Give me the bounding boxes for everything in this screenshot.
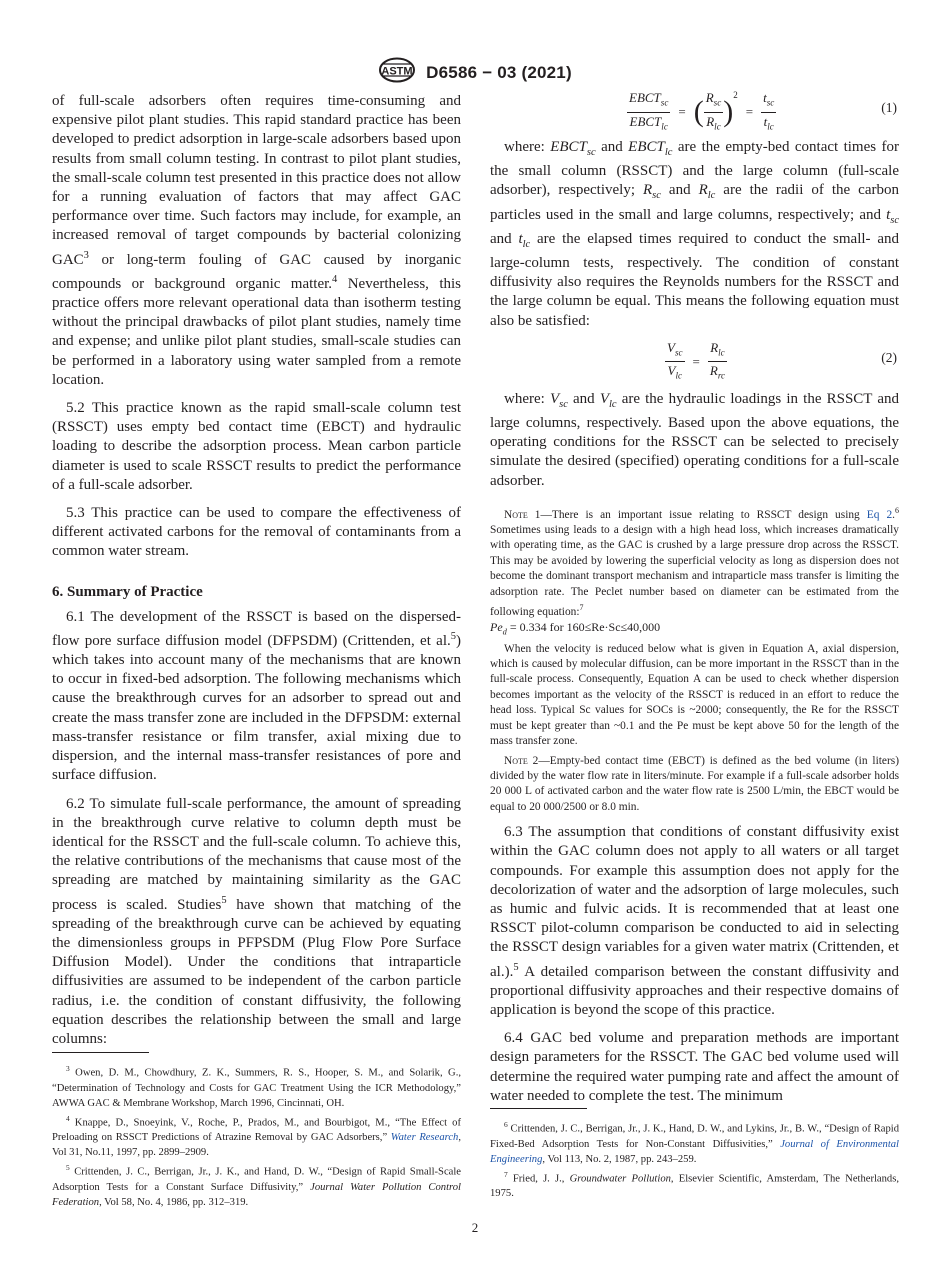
footnote-6: $^6$ Crittenden, J. C., Berrigan, Jr., J. K., Hand, D. W., and Lykins, Jr., B. W., “Design of Rapid Fixed-Bed Adsorption Tests for Non-Constant Diffusivities,” Journal of Environmental Engineering, Vol 113, No. 2, 1987, pp. 243–259. (490, 1120, 900, 1165)
footnote-5: $^5$ Crittenden, J. C., Berrigan, Jr., J. K., and Hand, D. W., “Design of Rapid Small-Scale Adsorption Tests for a Constant Surface Diffusivity,” Journal Water Pollution Control Federation, Vol 58, No. 4, 1986, pp. 312–319. (52, 1163, 461, 1208)
note-1: Note 1—There is an important issue relating to RSSCT design using Eq 2.$^6$ Sometimes using leads to a design with a high head loss, which increases dramatically with operating time, as the GAC is crushed by a large pressure drop across the RSSCT. This may be avoided by lowering the superficial velocity as long as dispersion does not become the dominant transport mechanism and intraparticle mass transfer is limiting the adsorption rate. The Peclet number based on diameter can be estimated from the following equation:$^7$ (490, 505, 899, 618)
astm-logo-icon (378, 57, 416, 88)
paragraph-5-3: 5.3 This practice can be used to compare the effectiveness of different activated carbons for the removal of contaminants from a common water stream. (52, 505, 461, 560)
footnote-3: $^3$ Owen, D. M., Chowdhury, Z. K., Summers, R. S., Hooper, S. M., and Solarik, G., “Determination of Technology and Costs for GAC Treatment Using the ICR Methodology,” AWWA GAC & Membrane Workshop, March 1996, Cincinnati, OH. (52, 1064, 461, 1109)
section-heading-6: 6. Summary of Practice (52, 583, 203, 600)
paragraph-6-3: 6.3 The assumption that conditions of constant diffusivity exist within the GAC column does not apply to all waters or all target compounds. For example this assumption does not apply for the decolorization of water and the adsorption of large molecules, such as humic and fulvic acids. It is recommended that at least one RSSCT pilot-column comparison be conducted to aid in selecting the RSSCT design variables for a given water matrix (Crittenden, et al.).$^5$ A detailed comparison between the constant diffusivity and proportional diffusivity approaches and their respective domains of application is beyond the scope of this practice. (490, 824, 899, 1018)
peclet-equation: $Pe_d = 0.334$ for 160≤Re·Sc≤40,000 (490, 620, 661, 637)
paragraph-6-2: 6.2 To simulate full-scale performance, the amount of spreading in the breakthrough curve relative to column depth must be identical for the RSSCT and the full-scale column. To achieve this, the relative contributions of the mechanisms that cause most of the spreading are matched by maintaining similarity as the GAC process is scaled. Studies$^5$ have shown that matching of the spreading of the breakthrough curve can be achieved by equating the dimensionless groups in PFPSDM (Plug Flow Pore Surface Diffusion Model). Under the conditions that intraparticle diffusivities are assumed to be independent of the carbon particle radius, i.e. the condition of constant diffusivity, the following equation describes the relationship between the small and large columns: (52, 795, 462, 1047)
page-header (0, 57, 950, 88)
svg-text:ASTM: ASTM (381, 65, 413, 78)
eq2-link[interactable]: Eq 2 (866, 508, 893, 521)
paragraph-intro: of full-scale adsorbers often requires time-consuming and expensive pilot plant studies. This rapid standard practice has been developed to predict adsorption in large-scale adsorbers based upon results from small column testing. In contrast to pilot plant studies, the small-scale column test presented in this practice does not allow for a running evaluation of factors that may affect GAC performance over time. Such factors may include, for example, an increased removal of target compounds by bacterial colonizing GAC$^3$ or long-term fouling of GAC caused by inorganic compounds or background organic matter.$^4$ Nevertheless, this practice offers more relevant operational data than isotherm testing without the principal drawbacks of pilot plant studies, namely time and expense; and unlike pilot plant studies, small-scale studies can be performed in a laboratory using water sampled from a remote location. (52, 93, 461, 388)
page-number: 2 (471, 1220, 479, 1235)
note-1-continued: When the velocity is reduced below what is given in Equation A, axial dispersion, which is caused by molecular diffusion, can be more important in the RSSCT than in the full-scale process. Consequently, Equation A can be used to check whether dispersion becomes important as the velocity of the RSSCT is reduced in an effort to reduce the head loss. Typical Sc values for SOCs is ~2000; consequently, the Re for the RSSCT must be kept greater than ~0.1 and the Pe must be kept above 50 for the length of the mass transfer zone. (490, 642, 899, 748)
paragraph-6-4: 6.4 GAC bed volume and preparation methods are important design parameters for the RSSCT. The GAC bed volume used will determine the required water pumping rate and affect the amount of water needed to complete the test. The minimum (490, 1030, 899, 1104)
paragraph-5-2: 5.2 This practice known as the rapid small-scale column test (RSSCT) uses empty bed contact time (EBCT) and hydraulic loading to describe the adsorption process. Mean carbon particle diameter is used to scale RSSCT results to predict the performance of a full-scale adsorber. (52, 400, 461, 493)
equation-1: $\frac{EBCT_{sc}}{EBCT_{lc}}$ = ( $\frac{R_{sc}}{R_{lc}}$ )$^2$ = $\frac{t_{sc}}{t_{lc}}$ (1) (629, 90, 897, 132)
note-2: Note 2—Empty-bed contact time (EBCT) is defined as the bed volume (in liters) divided by the water flow rate in liters/minute. For example if a full-scale adsorber holds 20 000 L of activated carbon and the water flow rate is 2500 L/min, the EBCT would be equal to 20 000/2500 or 8.0 min. (490, 754, 899, 813)
journal-link[interactable]: Journal of Environmental Engineering (490, 1138, 900, 1165)
footnote-7: $^7$ Fried, J. J., Groundwater Pollution, Elsevier Scientific, Amsterdam, The Netherlands, 1975. (490, 1169, 899, 1200)
left-footnotes (52, 1052, 461, 1210)
paragraph-6-1: 6.1 The development of the RSSCT is based on the dispersed-flow pore surface diffusion model (DFPSDM) (Crittenden, et al.$^5$) which takes into account many of the mechanisms that are known to occur in fixed-bed adsorption. The following mechanisms which cause the breakthrough curves for an adsorber to spread out and create the mass transfer zone are included in the DFPSDM: external mass-transfer resistance or film transfer, axial mixing due to dispersion, and the internal mass-transfer resistances of pore and surface diffusion. (52, 608, 461, 784)
footnote-4: $^4$ Knappe, D., Snoeyink, V., Roche, P., Prados, M., and Bourbigot, M., “The Effect of Preloading on RSSCT Predictions of Atrazine Removal by GAC Adsorbers,” Water Research, Vol 31, No.11, 1997, pp. 2899–2909. (52, 1113, 461, 1159)
right-footnotes (490, 1108, 899, 1201)
paragraph-where-2: where: $V_{sc}$ and $V_{lc}$ are the hydraulic loadings in the RSSCT and large columns, respectively. Based upon the above equations, the operating conditions for the RSSCT can be selected to precisely simulate the desired (specified) operating conditions for a full-scale adsorber. (490, 390, 899, 489)
left-column (52, 92, 461, 1058)
equation-2: $\frac{V_{sc}}{V_{lc}}$ = $\frac{R_{lc}}{R_{rc}}$ (2) (667, 339, 897, 382)
footnote-rule (490, 1108, 587, 1109)
document-designation: D6586 − 03 (2021) (426, 62, 572, 82)
journal-link[interactable]: Water Research (390, 1132, 459, 1144)
right-column (490, 90, 899, 1115)
footnote-rule (52, 1052, 149, 1053)
paragraph-where-1: where: $EBCT_{sc}$ and $EBCT_{lc}$ are the empty-bed contact times for the small column (RSSCT) and the large column (full-scale adsorber), respectively; $R_{sc}$ and $R_{lc}$ are the radii of the carbon particles used in the small and large columns, respectively; and $t_{sc}$ and $t_{lc}$ are the elapsed times required to conduct the small- and large-column tests, respectively. The condition of constant diffusivity also requires the Reynolds numbers for the RSSCT and the large column be equal. This means the following equation must also be satisfied: (490, 139, 900, 329)
